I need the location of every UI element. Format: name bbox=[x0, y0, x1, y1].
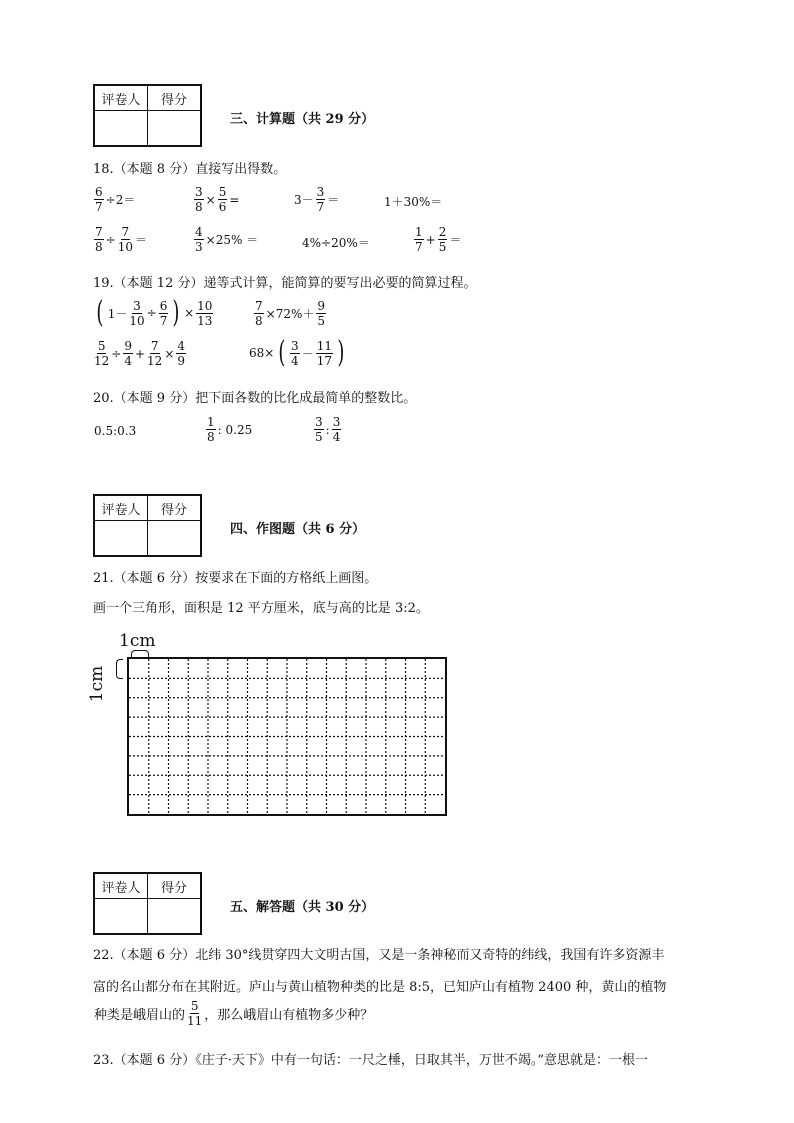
q20-text: 20.（本题 9 分）把下面各数的比化成最简单的整数比。 bbox=[93, 391, 417, 406]
score-table-s3 bbox=[93, 84, 202, 147]
q18-item-d: 1＋30%＝ bbox=[384, 195, 443, 209]
grader-cell[interactable] bbox=[94, 521, 148, 557]
grader-header: 评卷人 bbox=[94, 873, 148, 899]
q21-text2: 画一个三角形，面积是 12 平方厘米，底与高的比是 3:2。 bbox=[93, 601, 429, 616]
q22-line3: 种类是峨眉山的 $\frac{5}{11}$ ，那么峨眉山有植物多少种？ bbox=[94, 999, 374, 1028]
grader-header: 评卷人 bbox=[94, 85, 148, 111]
grader-cell[interactable] bbox=[94, 899, 148, 935]
q23-line1: 23.（本题 6 分）《庄子·天下》中有一句话：一尺之棰，日取其半，万世不竭。”意思就是：一根一 bbox=[93, 1053, 648, 1068]
brace-top bbox=[131, 650, 149, 657]
q19-item-b: $\frac{7}{8}$ ×72%＋ $\frac{9}{5}$ bbox=[255, 299, 326, 328]
grid-label-left: 1cm bbox=[87, 665, 108, 703]
score-table-s4 bbox=[93, 494, 202, 557]
q19-text: 19.（本题 12 分）递等式计算，能简算的要写出必要的简算过程。 bbox=[93, 276, 477, 291]
brace-left bbox=[116, 659, 123, 679]
q18-text: 18.（本题 8 分）直接写出得数。 bbox=[93, 162, 287, 177]
grid-lines bbox=[129, 659, 445, 814]
q20-item-b: $\frac{1}{8}$ : 0.25 bbox=[207, 415, 253, 444]
score-cell[interactable] bbox=[148, 521, 202, 557]
score-header: 得分 bbox=[148, 85, 202, 111]
score-cell[interactable] bbox=[148, 111, 202, 147]
q19-item-d: 68× ( $\frac{3}{4}$ － $\frac{11}{17}$ ) bbox=[249, 335, 345, 370]
score-cell[interactable] bbox=[148, 899, 202, 935]
q18-item-a: $\frac{6}{7}$ ÷2＝ bbox=[95, 185, 136, 214]
q20-item-a: 0.5:0.3 bbox=[94, 424, 137, 438]
q18-item-h: $\frac{1}{7}$ + $\frac{2}{5}$ ＝ bbox=[415, 225, 462, 254]
q18-item-e: $\frac{7}{8}$ ÷ $\frac{7}{10}$ ＝ bbox=[95, 225, 147, 254]
section-title-4: 四、作图题（共 6 分） bbox=[230, 522, 366, 537]
q18-item-b: $\frac{3}{8}$ × $\frac{5}{6}$ = bbox=[195, 185, 240, 214]
score-header: 得分 bbox=[148, 495, 202, 521]
q22-line2: 富的名山都分布在其附近。庐山与黄山植物种类的比是 8:5，已知庐山有植物 2400 种，黄山的植物 bbox=[93, 980, 667, 995]
q18-item-f: $\frac{4}{3}$ ×25% ＝ bbox=[195, 225, 259, 254]
q19-item-c: $\frac{5}{12}$ ÷ $\frac{9}{4}$ + $\frac{7}{12}$ × $\frac{4}{9}$ bbox=[94, 339, 186, 368]
grader-header: 评卷人 bbox=[94, 495, 148, 521]
section-title-3: 三、计算题（共 29 分） bbox=[230, 112, 375, 127]
section-title-5: 五、解答题（共 30 分） bbox=[230, 900, 375, 915]
q21-text: 21.（本题 6 分）按要求在下面的方格纸上画图。 bbox=[93, 571, 378, 586]
grader-cell[interactable] bbox=[94, 111, 148, 147]
score-table-s5 bbox=[93, 872, 202, 935]
q22-line1: 22.（本题 6 分）北纬 30°线贯穿四大文明古国，又是一条神秘而又奇特的纬线，我国有许多资源丰 bbox=[93, 948, 665, 963]
q18-item-c: 3－ $\frac{3}{7}$ ＝ bbox=[294, 185, 340, 214]
score-header: 得分 bbox=[148, 873, 202, 899]
grid-paper[interactable] bbox=[127, 657, 447, 816]
q18-item-g: 4%÷20%＝ bbox=[302, 236, 370, 250]
q19-item-a: ( 1－ $\frac{3}{10}$ ÷ $\frac{6}{7}$ ) × $\frac{10}{13}$ bbox=[96, 295, 213, 330]
grid-label-top: 1cm bbox=[119, 631, 156, 651]
q20-item-c: $\frac{3}{5}$ : $\frac{3}{4}$ bbox=[315, 415, 341, 444]
